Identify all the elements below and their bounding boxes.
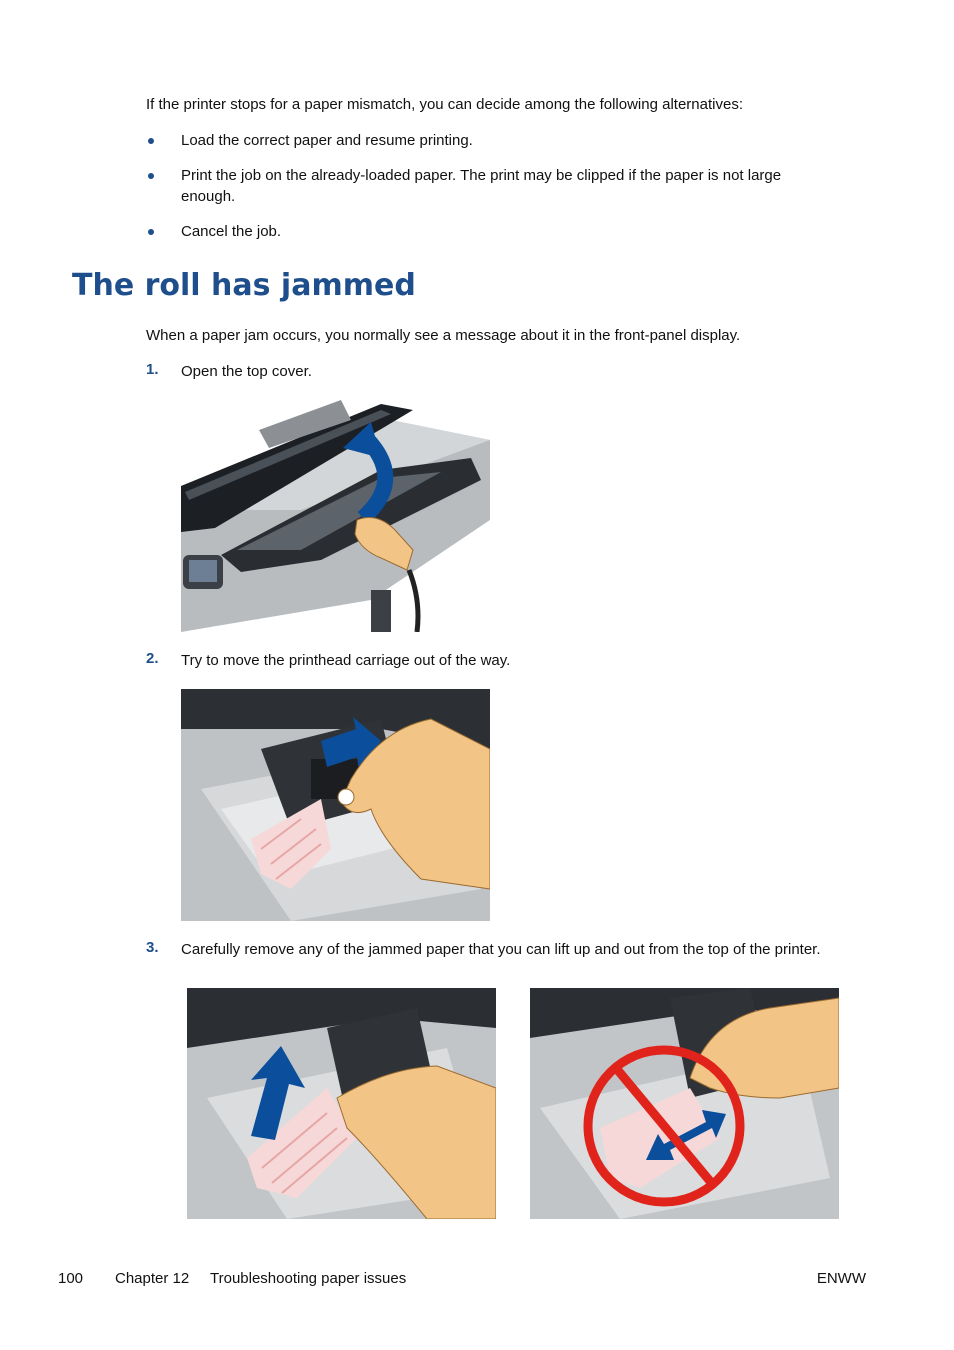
lift-paper-illustration — [187, 988, 496, 1219]
step-text: Carefully remove any of the jammed paper that you can lift up and out from the top of the printer. — [181, 941, 821, 958]
section-title: The roll has jammed — [72, 268, 416, 303]
page-number: 100 — [58, 1270, 84, 1287]
bullet-dot — [148, 138, 154, 144]
do-not-pull-illustration — [530, 988, 839, 1219]
bullet-dot — [148, 173, 154, 179]
bullet-item: Load the correct paper and resume printing. — [181, 132, 473, 149]
bullet-dot — [148, 229, 154, 235]
footer-chapter: Chapter 12 — [115, 1270, 190, 1287]
step-number: 3. — [146, 939, 159, 956]
step-number: 1. — [146, 361, 159, 378]
bullet-item-continuation: enough. — [181, 188, 236, 205]
step-text: Try to move the printhead carriage out of the way. — [181, 652, 511, 669]
step-text: Open the top cover. — [181, 363, 312, 380]
section-intro: When a paper jam occurs, you normally see a message about it in the front-panel display. — [146, 327, 741, 344]
bullet-item: Cancel the job. — [181, 223, 282, 240]
footer-chapter-title: Troubleshooting paper issues — [210, 1270, 407, 1287]
step-number: 2. — [146, 650, 159, 667]
open-cover-illustration — [181, 400, 490, 632]
bullet-item: Print the job on the already-loaded paper. The print may be clipped if the paper is not large — [181, 167, 782, 184]
intro-paragraph: If the printer stops for a paper mismatch, you can decide among the following alternatives: — [146, 96, 743, 113]
footer-edition: ENWW — [816, 1270, 866, 1287]
move-carriage-illustration — [181, 689, 490, 921]
